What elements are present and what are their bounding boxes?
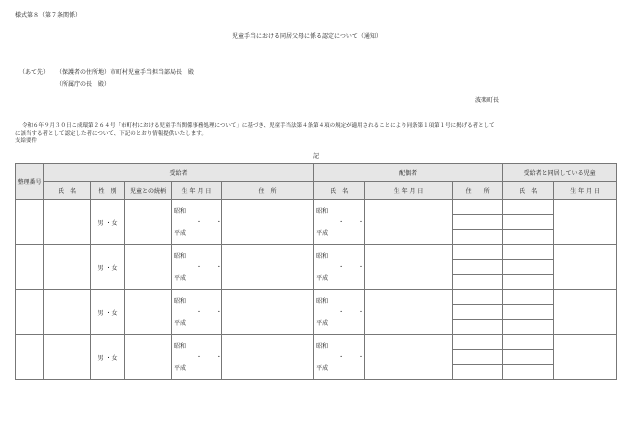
- addressee-prefix: （あて先）: [19, 69, 50, 76]
- header-spouse-name: 氏 名: [314, 182, 365, 200]
- header-seq: 整理番号: [16, 164, 44, 200]
- child-name-cell[interactable]: [453, 335, 503, 350]
- child-name-cell[interactable]: [453, 305, 503, 320]
- record-sex-cell[interactable]: 男 ・女: [91, 245, 125, 290]
- header-recipient: 受給者: [44, 164, 314, 182]
- child-name-cell[interactable]: [453, 245, 503, 260]
- child-dob-cell[interactable]: [503, 320, 554, 335]
- record-spouse-address-cell[interactable]: [365, 200, 453, 245]
- record-seq-cell[interactable]: [16, 290, 44, 335]
- record-seq-cell[interactable]: [16, 335, 44, 380]
- record-remarks-cell[interactable]: [554, 290, 617, 335]
- child-name-cell[interactable]: [453, 350, 503, 365]
- record-name-cell[interactable]: [44, 200, 91, 245]
- era-showa: 昭和: [316, 253, 329, 260]
- record-name-cell[interactable]: [44, 290, 91, 335]
- era-showa: 昭和: [316, 208, 329, 215]
- child-dob-cell[interactable]: [503, 350, 554, 365]
- header-child-dob: 生 年 月 日: [554, 182, 617, 200]
- child-name-cell[interactable]: [453, 200, 503, 215]
- header-spouse-dob: 生 年 月 日: [365, 182, 453, 200]
- child-name-cell[interactable]: [453, 230, 503, 245]
- addressee-line1: （保護者の住所地）市町村児童手当担当部局長 殿: [56, 69, 195, 76]
- date-dots: ・ ・: [196, 354, 228, 361]
- child-name-cell[interactable]: [453, 290, 503, 305]
- date-dots: ・ ・: [338, 354, 370, 361]
- child-name-cell[interactable]: [453, 320, 503, 335]
- date-dots: ・ ・: [338, 219, 370, 226]
- addressee-line2: （所属庁の長 殿）: [56, 81, 111, 88]
- record-spouse-dob-cell[interactable]: [314, 290, 370, 335]
- record-sex-cell[interactable]: 男 ・女: [91, 335, 125, 380]
- era-showa: 昭和: [174, 208, 187, 215]
- era-heisei: 平成: [174, 320, 187, 327]
- record-sex-cell[interactable]: 男 ・女: [91, 290, 125, 335]
- era-heisei: 平成: [174, 275, 187, 282]
- child-dob-cell[interactable]: [503, 335, 554, 350]
- header-name: 氏 名: [44, 182, 91, 200]
- record-address-cell[interactable]: [222, 245, 314, 290]
- date-dots: ・ ・: [196, 264, 228, 271]
- era-showa: 昭和: [174, 343, 187, 350]
- date-dots: ・ ・: [196, 219, 228, 226]
- child-name-cell[interactable]: [453, 260, 503, 275]
- header-address: 住 所: [222, 182, 314, 200]
- recipient-table: [15, 163, 617, 380]
- child-dob-cell[interactable]: [503, 290, 554, 305]
- child-dob-cell[interactable]: [503, 275, 554, 290]
- body-line3: 支給要件: [15, 138, 38, 144]
- record-spouse-address-cell[interactable]: [365, 245, 453, 290]
- era-heisei: 平成: [174, 365, 187, 372]
- era-heisei: 平成: [316, 275, 329, 282]
- record-address-cell[interactable]: [222, 200, 314, 245]
- sender: 波楽町長: [475, 97, 500, 104]
- era-showa: 昭和: [174, 253, 187, 260]
- record-relation-cell[interactable]: [125, 335, 172, 380]
- date-dots: ・ ・: [196, 309, 228, 316]
- header-child-name: 氏 名: [503, 182, 554, 200]
- date-dots: ・ ・: [338, 309, 370, 316]
- child-name-cell[interactable]: [453, 365, 503, 380]
- record-spouse-dob-cell[interactable]: [314, 200, 370, 245]
- era-showa: 昭和: [174, 298, 187, 305]
- record-remarks-cell[interactable]: [554, 245, 617, 290]
- child-dob-cell[interactable]: [503, 215, 554, 230]
- record-spouse-dob-cell[interactable]: [314, 245, 370, 290]
- era-heisei: 平成: [316, 365, 329, 372]
- child-dob-cell[interactable]: [503, 260, 554, 275]
- child-dob-cell[interactable]: [503, 245, 554, 260]
- record-name-cell[interactable]: [44, 245, 91, 290]
- era-heisei: 平成: [174, 230, 187, 237]
- child-dob-cell[interactable]: [503, 305, 554, 320]
- record-seq-cell[interactable]: [16, 200, 44, 245]
- header-sex: 性 別: [91, 182, 125, 200]
- body-line2: に該当する者として認定した者について、下記のとおり情報提供いたします。: [15, 131, 207, 137]
- record-address-cell[interactable]: [222, 335, 314, 380]
- record-relation-cell[interactable]: [125, 245, 172, 290]
- child-dob-cell[interactable]: [503, 230, 554, 245]
- era-showa: 昭和: [316, 298, 329, 305]
- form-label: 様式第８（第７条関係）: [15, 12, 82, 19]
- record-name-cell[interactable]: [44, 335, 91, 380]
- era-showa: 昭和: [316, 343, 329, 350]
- date-dots: ・ ・: [338, 264, 370, 271]
- child-dob-cell[interactable]: [503, 365, 554, 380]
- record-spouse-address-cell[interactable]: [365, 335, 453, 380]
- header-spouse-address: 住 所: [453, 182, 503, 200]
- record-dob-cell[interactable]: [172, 245, 228, 290]
- record-remarks-cell[interactable]: [554, 200, 617, 245]
- era-heisei: 平成: [316, 320, 329, 327]
- child-dob-cell[interactable]: [503, 200, 554, 215]
- record-dob-cell[interactable]: [172, 290, 228, 335]
- document-title: 児童手当における同居父母に係る認定について（通知）: [232, 33, 382, 40]
- era-heisei: 平成: [316, 230, 329, 237]
- record-dob-cell[interactable]: [172, 200, 228, 245]
- record-relation-cell[interactable]: [125, 200, 172, 245]
- record-spouse-dob-cell[interactable]: [314, 335, 370, 380]
- record-address-cell[interactable]: [222, 290, 314, 335]
- ki-label: 記: [313, 153, 320, 160]
- body-line1: 令和６年９月３０日こ成環第２６４号「市町村における児童手当関係事務処理について」に基づき、児童手当法第４条第４項の規定が適用されることにより同条第１項第１号に掲げる者として: [22, 123, 495, 129]
- record-sex-cell[interactable]: 男 ・女: [91, 200, 125, 245]
- child-name-cell[interactable]: [453, 275, 503, 290]
- header-child: 受給者と同居している児童: [503, 164, 617, 182]
- record-relation-cell[interactable]: [125, 290, 172, 335]
- record-seq-cell[interactable]: [16, 245, 44, 290]
- record-spouse-address-cell[interactable]: [365, 290, 453, 335]
- header-relation: 児童との続柄: [125, 182, 172, 200]
- record-dob-cell[interactable]: [172, 335, 228, 380]
- record-remarks-cell[interactable]: [554, 335, 617, 380]
- header-spouse: 配偶者: [314, 164, 503, 182]
- child-name-cell[interactable]: [453, 215, 503, 230]
- header-dob: 生 年 月 日: [172, 182, 222, 200]
